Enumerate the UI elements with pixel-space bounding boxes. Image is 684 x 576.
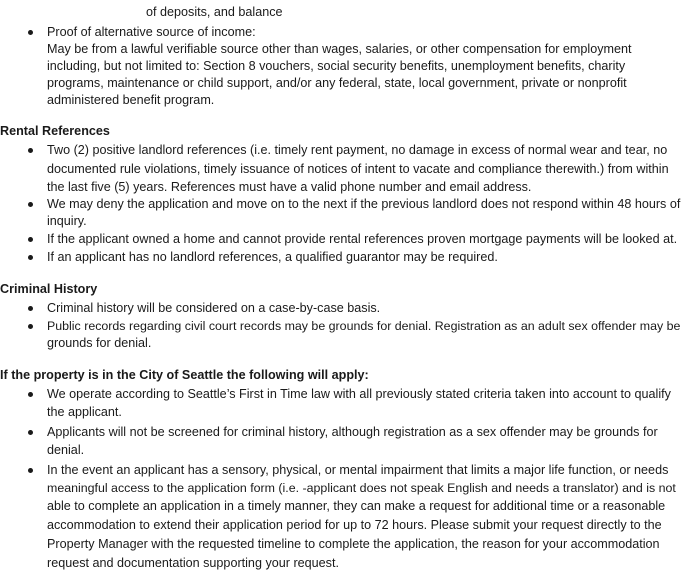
- seattle-bullet-2-line: Applicants will not be screened for criminal history, although registration as a sex offender may be grounds for: [47, 425, 658, 439]
- section-heading-rental-references: Rental References: [0, 124, 110, 138]
- rental-ref-bullet-2-line: We may deny the application and move on to the next if the previous landlord does not respond within 48 hours of: [47, 197, 681, 211]
- bullet-dot: [28, 430, 33, 435]
- criminal-bullet-1-line: Criminal history will be considered on a case-by-case basis.: [47, 301, 381, 315]
- criminal-bullet-2-line: Public records regarding civil court records may be grounds for denial. Registration as an adult sex offender may be: [47, 319, 681, 333]
- bullet-dot: [28, 237, 33, 242]
- income-item-title: Proof of alternative source of income:: [47, 25, 256, 39]
- seattle-bullet-3-line: request and documentation supporting your request.: [47, 556, 339, 570]
- income-item-line: programs, maintenance or child support, and/or any federal, state, local government, private or nonprofit: [47, 76, 627, 90]
- section-heading-seattle: If the property is in the City of Seattle the following will apply:: [0, 368, 369, 382]
- bullet-dot: [28, 148, 33, 153]
- bullet-dot: [28, 255, 33, 260]
- rental-ref-bullet-1-line: Two (2) positive landlord references (i.e. timely rent payment, no damage in excess of normal wear and tear, no: [47, 143, 668, 157]
- top-fragment-line: of deposits, and balance: [146, 5, 283, 19]
- bullet-dot: [28, 306, 33, 311]
- income-item-line: May be from a lawful verifiable source other than wages, salaries, or other compensation for employment: [47, 42, 632, 56]
- rental-ref-bullet-2-line: inquiry.: [47, 214, 87, 228]
- seattle-bullet-3-line: accommodation to extend their application period for up to 72 hours. Please submit your request directly to the: [47, 518, 662, 532]
- bullet-dot: [28, 202, 33, 207]
- bullet-dot: [28, 468, 33, 473]
- rental-ref-bullet-1-line: the last five (5) years. References must have a valid phone number and email address.: [47, 180, 532, 194]
- rental-ref-bullet-4-line: If an applicant has no landlord references, a qualified guarantor may be required.: [47, 250, 498, 264]
- seattle-bullet-1-line: the applicant.: [47, 405, 122, 419]
- rental-ref-bullet-1-line: documented rule violations, timely issuance of notices of intent to vacate and compliance therewith.) from within: [47, 162, 669, 176]
- seattle-bullet-3-line: In the event an applicant has a sensory, physical, or mental impairment that limits a major life function, or needs: [47, 463, 669, 477]
- section-heading-criminal-history: Criminal History: [0, 282, 98, 296]
- bullet-dot: [28, 392, 33, 397]
- income-item-line: administered benefit program.: [47, 93, 215, 107]
- bullet-dot: [28, 324, 33, 329]
- criminal-bullet-2-line: grounds for denial.: [47, 336, 152, 350]
- seattle-bullet-2-line: denial.: [47, 443, 85, 457]
- seattle-bullet-3-line: meaningful access to the application form (i.e. -applicant does not speak English and needs a translator) and is not: [47, 481, 676, 495]
- seattle-bullet-3-line: Property Manager with the requested timeline to complete the application, the reason for your accommodation: [47, 537, 660, 551]
- seattle-bullet-3-line: able to complete an application in a timely manner, they can make a request for additional time or a reasonable: [47, 499, 666, 513]
- bullet-dot: [28, 30, 33, 35]
- income-item-line: including, but not limited to: Section 8 vouchers, social security benefits, unemployment benefits, charity: [47, 59, 626, 73]
- rental-ref-bullet-3-line: If the applicant owned a home and cannot provide rental references proven mortgage payments will be looked at.: [47, 232, 678, 246]
- seattle-bullet-1-line: We operate according to Seattle’s First in Time law with all previously stated criteria taken into account to qualify: [47, 387, 671, 401]
